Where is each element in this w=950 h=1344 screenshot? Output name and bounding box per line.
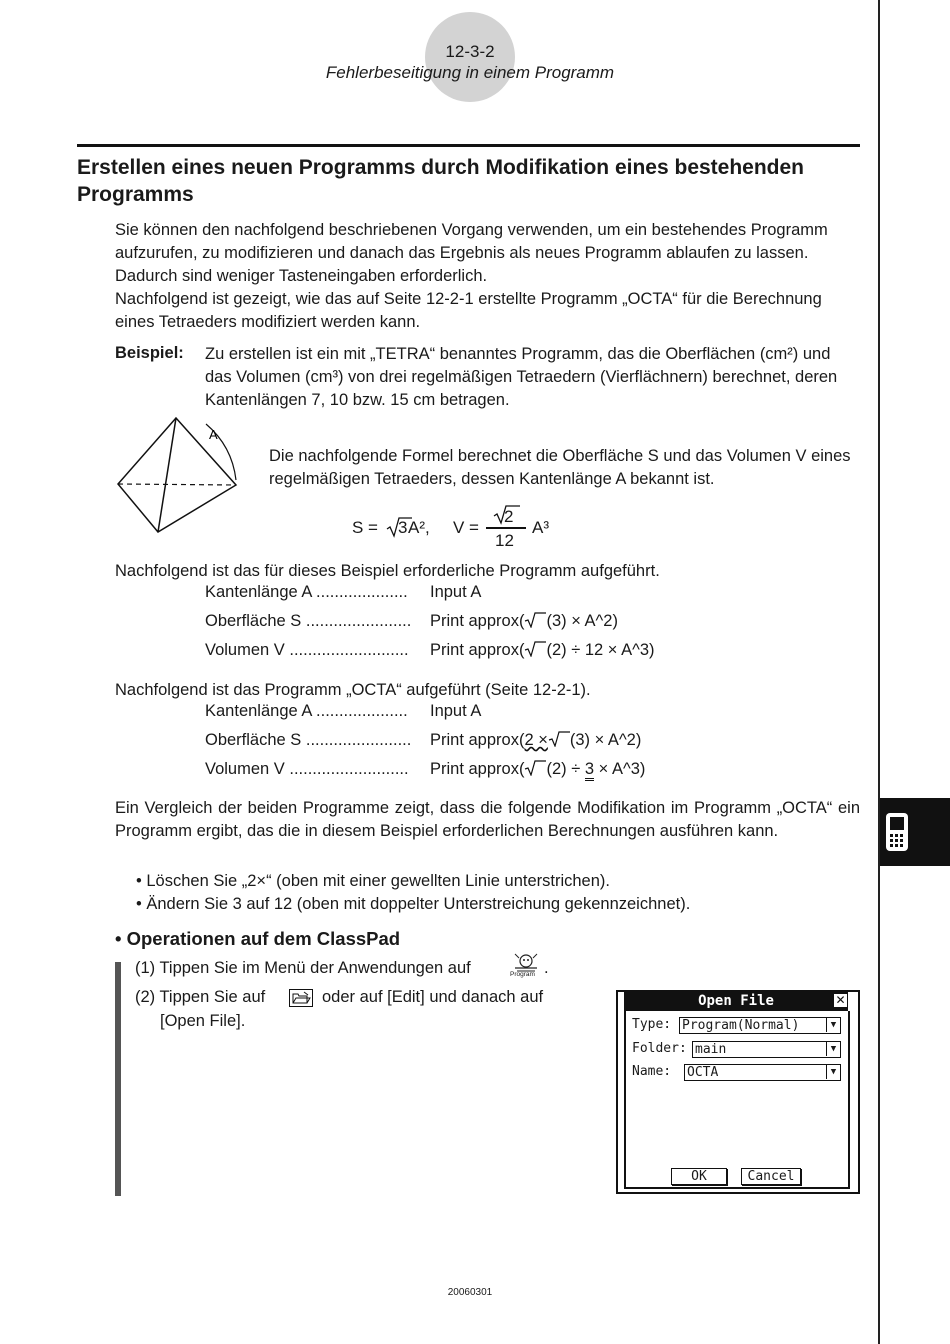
type-label: Type: xyxy=(632,1017,672,1032)
sqrt-icon xyxy=(524,641,546,657)
example-text: Zu erstellen ist ein mit „TETRA“ benanntes Programm, das die Oberflächen (cm²) und das Volumen (cm³) von drei regelmäßigen Tetraedern (Vierflächnern) berechnet, deren Kantenlängen 7, 10 bzw. 15 cm betragen. xyxy=(205,345,838,409)
bullet-item-1: • Löschen Sie „2×“ (oben mit einer gewellten Linie unterstrichen). xyxy=(136,872,610,890)
formula-v-radicand: 2 xyxy=(504,507,514,526)
formula-s-rest: A², xyxy=(408,518,430,537)
page-subtitle: Fehlerbeseitigung in einem Programm xyxy=(325,63,615,82)
formula-s-lhs: S = xyxy=(352,518,378,537)
open-file-dialog xyxy=(616,990,860,1196)
page-footer: 20060301 xyxy=(447,1287,493,1298)
page-edge-line xyxy=(878,0,880,1344)
formula xyxy=(352,508,652,553)
octa-code-2: Print approx(2 × (3) × A^2) xyxy=(430,731,642,749)
formula-description: Die nachfolgende Formel berechnet die Oberfläche S und das Volumen V eines regelmäßigen Tetraeders, dessen Kantenlänge A bekannt ist. xyxy=(269,447,851,488)
program-app-icon[interactable] xyxy=(507,952,545,982)
step-2-part-b: oder auf [Edit] und danach auf xyxy=(322,988,544,1006)
sqrt-icon xyxy=(524,760,546,776)
classpad-calculator-icon xyxy=(884,812,910,852)
type-select[interactable]: Program(Normal) ▼ xyxy=(679,1017,841,1034)
vertex-label: A xyxy=(209,427,218,442)
tetra-label-1: Kantenlänge A .................... xyxy=(205,583,408,601)
comparison-paragraph: Ein Vergleich der beiden Programme zeigt, dass die folgende Modifikation im Programm „OCTA“ ein Programm ergibt, das die in diesem Beispiel erforderlichen Berechnungen ausführen kann. xyxy=(115,799,860,840)
dropdown-arrow-icon: ▼ xyxy=(826,1065,840,1079)
intro-paragraph-1: Sie können den nachfolgend beschriebenen Vorgang verwenden, um ein bestehendes Programm aufzurufen, zu modifizieren und danach das Ergebnis als neues Programm ablaufen zu lassen. Dadurch sind weniger Tasteneingaben erforderlich. xyxy=(115,221,828,285)
formula-v-denominator: 12 xyxy=(495,531,514,550)
folder-label: Folder: xyxy=(632,1041,687,1056)
fraction-bar xyxy=(486,527,526,529)
bullet-item-2: • Ändern Sie 3 auf 12 (oben mit doppelter Unterstreichung gekennzeichnet). xyxy=(136,895,691,913)
step-1-end: . xyxy=(544,959,549,977)
step-1: (1) Tippen Sie im Menü der Anwendungen auf xyxy=(135,959,471,977)
close-icon[interactable]: ✕ xyxy=(835,993,846,1007)
step-2-part-c: [Open File]. xyxy=(160,1012,246,1030)
wavy-underlined-text: 2 × xyxy=(524,731,548,749)
octa-label-2: Oberfläche S ....................... xyxy=(205,731,412,749)
chapter-tab xyxy=(880,798,950,866)
cancel-button[interactable]: Cancel xyxy=(741,1168,801,1185)
octa-label-1: Kantenlänge A .................... xyxy=(205,702,408,720)
tetra-label-2: Oberfläche S ....................... xyxy=(205,612,412,630)
tetra-code-1: Input A xyxy=(430,583,482,601)
tetra-code-3: Print approx( (2) ÷ 12 × A^3) xyxy=(430,641,655,659)
tetra-code-2: Print approx( (3) × A^2) xyxy=(430,612,618,630)
octa-code-3: Print approx( (2) ÷ 3 × A^3) xyxy=(430,760,645,779)
steps-sidebar xyxy=(115,962,121,1196)
name-select[interactable]: OCTA ▼ xyxy=(684,1064,841,1081)
name-label: Name: xyxy=(632,1064,672,1079)
formula-v-rest: A³ xyxy=(532,518,549,537)
tetrahedron-figure xyxy=(110,412,245,537)
open-file-icon[interactable] xyxy=(289,989,313,1007)
page-number: 12-3-2 xyxy=(445,42,495,61)
intro-paragraph-2: Nachfolgend ist gezeigt, wie das auf Seite 12-2-1 erstellte Programm „OCTA“ für die Berechnung eines Tetraeders modifiziert werden kann. xyxy=(115,290,822,331)
sqrt-icon xyxy=(524,612,546,628)
octa-code-1: Input A xyxy=(430,702,482,720)
tetra-label-3: Volumen V .......................... xyxy=(205,641,409,659)
ok-button[interactable]: OK xyxy=(671,1168,727,1185)
tetra-intro: Nachfolgend ist das für dieses Beispiel erforderliche Programm aufgeführt. xyxy=(115,562,660,580)
octa-label-3: Volumen V .......................... xyxy=(205,760,409,778)
dropdown-arrow-icon: ▼ xyxy=(826,1018,840,1032)
example-label: Beispiel: xyxy=(115,344,184,362)
dialog-body xyxy=(624,1011,850,1189)
program-app-label: Program xyxy=(510,971,535,978)
title-rule xyxy=(77,144,860,147)
octa-intro: Nachfolgend ist das Programm „OCTA“ aufgeführt (Seite 12-2-1). xyxy=(115,681,591,699)
dialog-title: Open File xyxy=(624,992,848,1011)
step-2-part-a: (2) Tippen Sie auf xyxy=(135,988,266,1006)
formula-s-radicand: 3 xyxy=(398,518,408,537)
operations-heading: • Operationen auf dem ClassPad xyxy=(115,928,401,949)
folder-select[interactable]: main ▼ xyxy=(692,1041,841,1058)
sqrt-icon xyxy=(548,731,570,747)
double-underlined-text: 3 xyxy=(585,760,594,781)
section-title: Erstellen eines neuen Programms durch Modifikation eines bestehenden Programms xyxy=(77,156,805,206)
formula-v-lhs: V = xyxy=(453,518,479,537)
dropdown-arrow-icon: ▼ xyxy=(826,1042,840,1056)
